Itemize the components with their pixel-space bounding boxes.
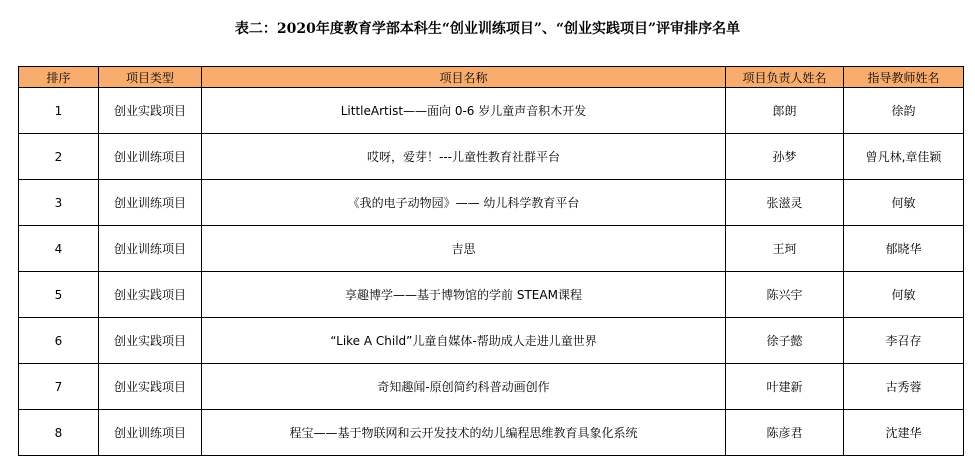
table-row <box>19 180 964 226</box>
table-row <box>19 272 964 318</box>
cell-project-leader: 叶建新 <box>726 364 844 410</box>
cell-advisor: 沈建华 <box>844 410 964 456</box>
cell-advisor: 徐韵 <box>844 88 964 134</box>
table-row <box>19 134 964 180</box>
cell-advisor: 古秀蓉 <box>844 364 964 410</box>
cell-project-name: “Like A Child”儿童自媒体-帮助成人走进儿童世界 <box>202 318 726 364</box>
cell-project-type: 创业实践项目 <box>99 272 202 318</box>
cell-project-type: 创业实践项目 <box>99 318 202 364</box>
cell-project-leader: 孙梦 <box>726 134 844 180</box>
header-rank: 排序 <box>19 67 99 88</box>
cell-project-leader: 郎朗 <box>726 88 844 134</box>
table-row <box>19 364 964 410</box>
cell-rank: 3 <box>19 180 99 226</box>
cell-rank: 1 <box>19 88 99 134</box>
cell-rank: 7 <box>19 364 99 410</box>
cell-project-leader: 徐子懿 <box>726 318 844 364</box>
cell-project-leader: 陈彦君 <box>726 410 844 456</box>
ranking-table <box>18 66 964 456</box>
cell-project-type: 创业实践项目 <box>99 88 202 134</box>
cell-project-name: LittleArtist——面向 0-6 岁儿童声音积木开发 <box>202 88 726 134</box>
cell-advisor: 曾凡林,章佳颖 <box>844 134 964 180</box>
cell-advisor: 郁晓华 <box>844 226 964 272</box>
cell-advisor: 何敏 <box>844 180 964 226</box>
table-row <box>19 88 964 134</box>
cell-project-type: 创业训练项目 <box>99 180 202 226</box>
cell-advisor: 何敏 <box>844 272 964 318</box>
cell-project-name: 《我的电子动物园》—— 幼儿科学教育平台 <box>202 180 726 226</box>
cell-project-name: 享趣博学——基于博物馆的学前 STEAM课程 <box>202 272 726 318</box>
cell-project-name: 哎呀，爱芽！---儿童性教育社群平台 <box>202 134 726 180</box>
table-row <box>19 410 964 456</box>
cell-project-leader: 张滋灵 <box>726 180 844 226</box>
cell-project-name: 程宝——基于物联网和云开发技术的幼儿编程思维教育具象化系统 <box>202 410 726 456</box>
header-project-leader: 项目负责人姓名 <box>726 67 844 88</box>
table-row <box>19 318 964 364</box>
cell-advisor: 李召存 <box>844 318 964 364</box>
cell-project-type: 创业训练项目 <box>99 410 202 456</box>
cell-project-type: 创业实践项目 <box>99 364 202 410</box>
cell-rank: 5 <box>19 272 99 318</box>
cell-project-name: 奇知趣闻-原创简约科普动画创作 <box>202 364 726 410</box>
cell-rank: 4 <box>19 226 99 272</box>
header-advisor: 指导教师姓名 <box>844 67 964 88</box>
table-body <box>19 88 964 456</box>
cell-rank: 8 <box>19 410 99 456</box>
header-project-type: 项目类型 <box>99 67 202 88</box>
header-project-name: 项目名称 <box>202 67 726 88</box>
cell-project-leader: 王珂 <box>726 226 844 272</box>
cell-project-name: 吉思 <box>202 226 726 272</box>
header-row <box>19 67 964 88</box>
cell-project-type: 创业训练项目 <box>99 134 202 180</box>
page-title: 表二：2020年度教育学部本科生“创业训练项目”、“创业实践项目”评审排序名单 <box>234 21 741 37</box>
table-header <box>19 67 964 88</box>
table-row <box>19 226 964 272</box>
cell-project-leader: 陈兴宇 <box>726 272 844 318</box>
cell-rank: 6 <box>19 318 99 364</box>
cell-rank: 2 <box>19 134 99 180</box>
cell-project-type: 创业训练项目 <box>99 226 202 272</box>
